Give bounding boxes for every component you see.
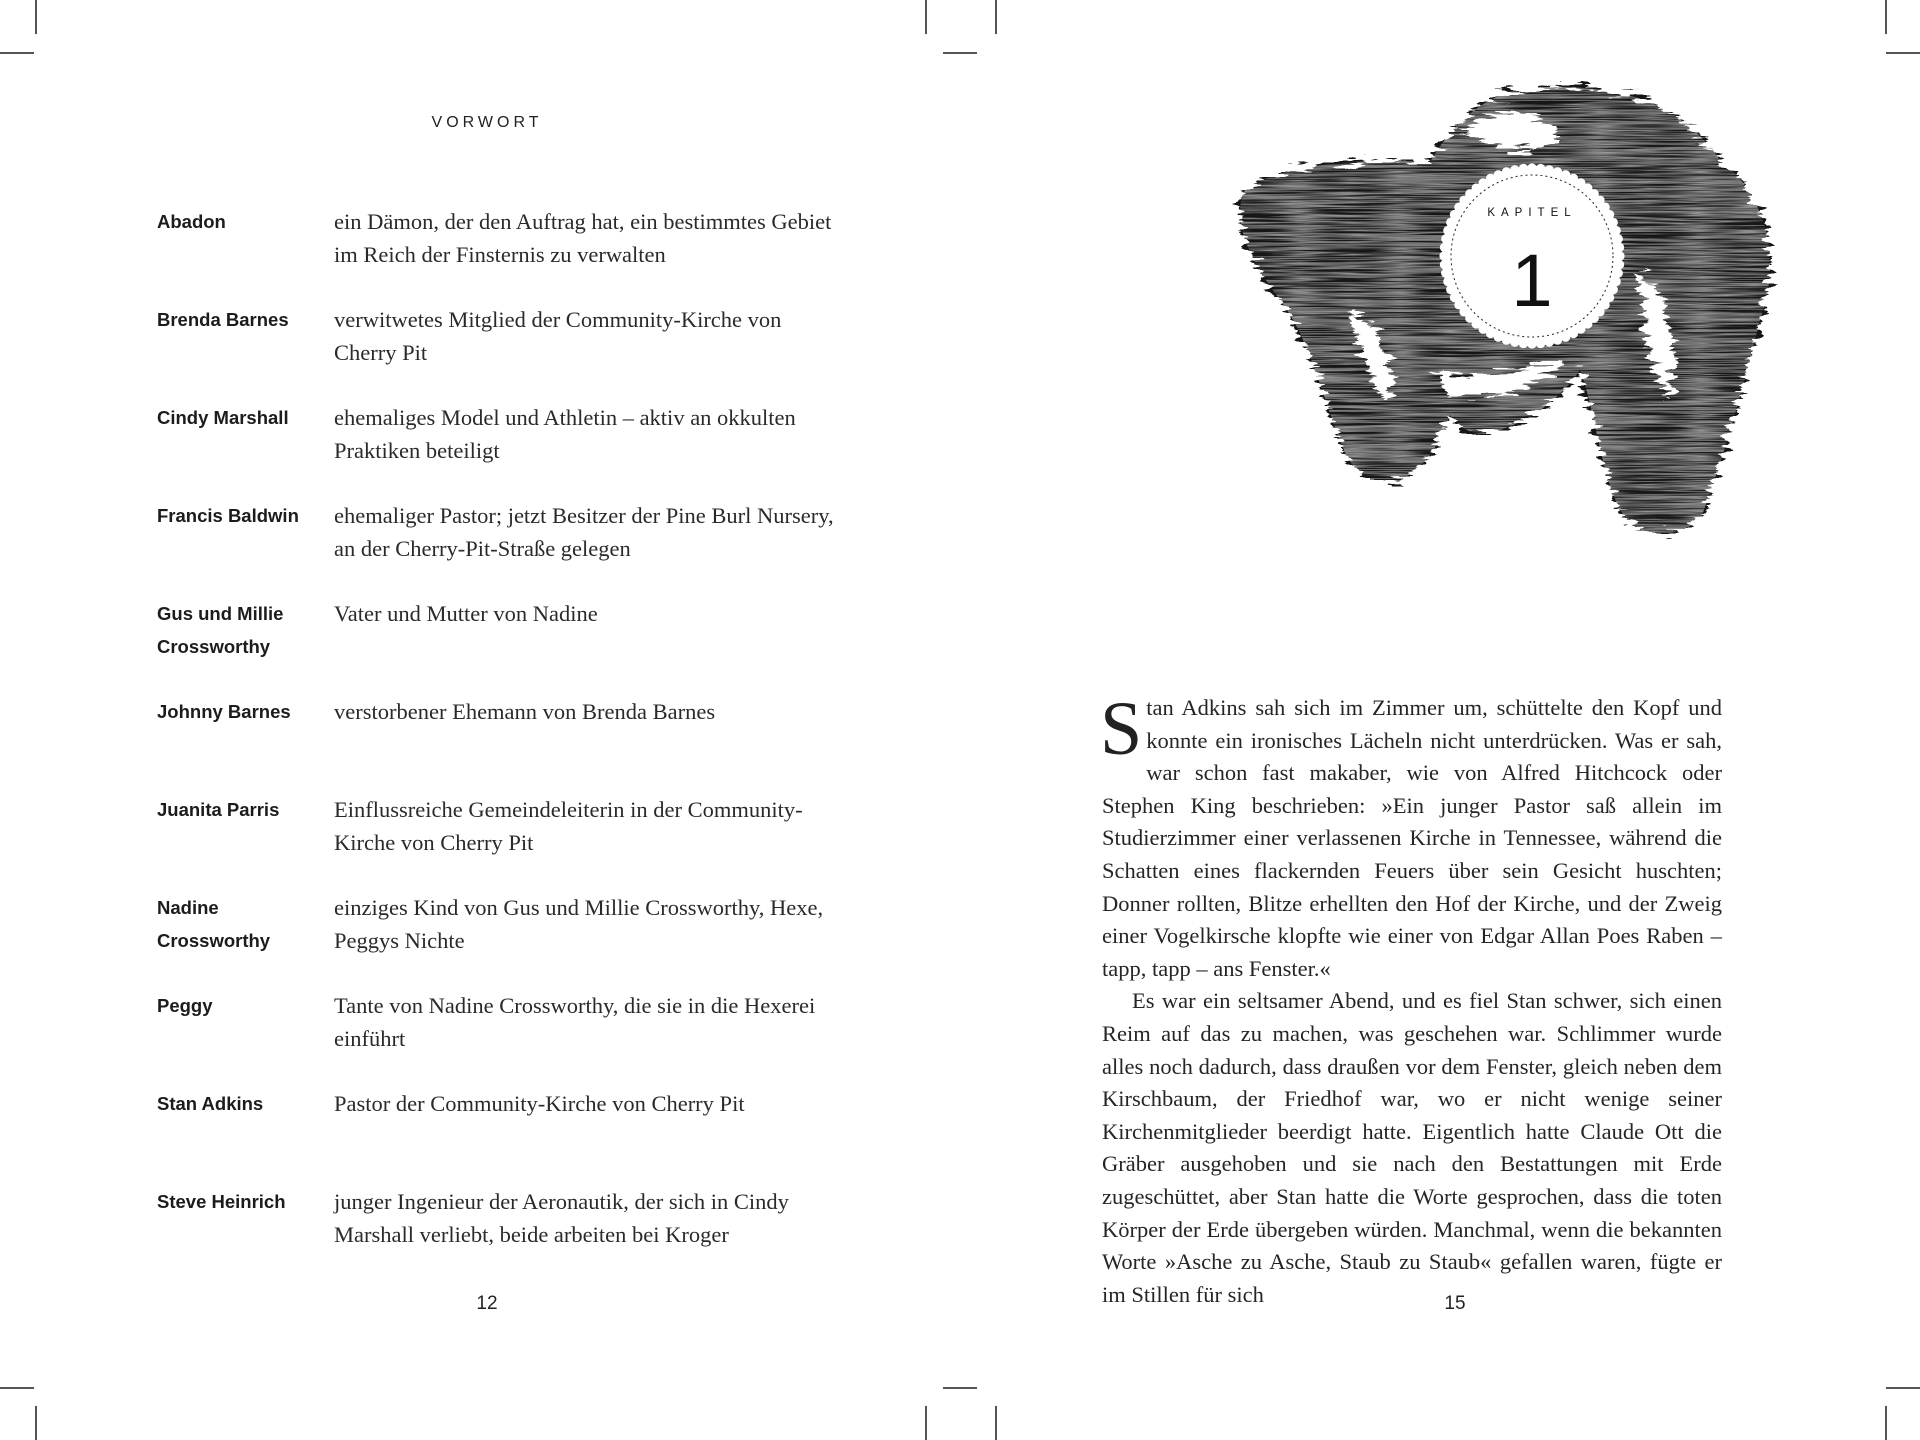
- cast-name: Nadine Crossworthy: [157, 897, 271, 951]
- cast-list: [157, 205, 837, 1283]
- cast-description: junger Ingenieur der Aeronautik, der sich in Cindy Marshall verliebt, beide arbeiten bei Kroger: [334, 1189, 789, 1247]
- cast-entry: [157, 1087, 837, 1153]
- cast-description: ein Dämon, der den Auftrag hat, ein bestimmtes Gebiet im Reich der Finsternis zu verwalten: [334, 209, 832, 267]
- cast-name: Stan Adkins: [157, 1093, 264, 1114]
- right-page: [960, 0, 1920, 1440]
- cast-entry: [157, 891, 837, 957]
- cast-description: Tante von Nadine Crossworthy, die sie in die Hexerei einführt: [334, 993, 816, 1051]
- cast-entry: [157, 303, 837, 369]
- chapter-illustration: [1200, 70, 1800, 570]
- paragraph: [1100, 687, 1722, 985]
- cast-entry: [157, 1185, 837, 1251]
- cast-name: Johnny Barnes: [157, 701, 291, 722]
- cast-description: ehemaliges Model und Athletin – aktiv an okkulten Praktiken beteiligt: [334, 405, 796, 463]
- cast-name: Francis Baldwin: [157, 505, 299, 526]
- page-number-left: 12: [476, 1293, 498, 1314]
- cast-name: Peggy: [157, 995, 213, 1016]
- cast-entry: [157, 695, 837, 761]
- cast-name: Juanita Parris: [157, 799, 280, 820]
- cast-entry: [157, 597, 837, 663]
- cast-entry: [157, 499, 837, 565]
- drop-cap: S: [1100, 687, 1143, 771]
- cast-description: Pastor der Community-Kirche von Cherry Pit: [334, 1091, 745, 1116]
- cast-name: Brenda Barnes: [157, 309, 289, 330]
- chapter-body-text: [1100, 687, 1722, 1311]
- cast-name: Steve Heinrich: [157, 1191, 286, 1212]
- cast-description: verwitwetes Mitglied der Community-Kirche von Cherry Pit: [334, 307, 782, 365]
- running-head: VORWORT: [431, 114, 543, 131]
- cast-description: ehemaliger Pastor; jetzt Besitzer der Pine Burl Nursery, an der Cherry-Pit-Straße gelegen: [334, 503, 834, 561]
- cast-entry: [157, 793, 837, 859]
- cast-description: Einflussreiche Gemeindeleiterin in der Community-Kirche von Cherry Pit: [334, 797, 803, 855]
- cast-entry: [157, 401, 837, 467]
- chapter-badge: [1439, 163, 1624, 348]
- cast-name: Gus und Millie Crossworthy: [157, 603, 284, 657]
- page-number-right: 15: [1444, 1293, 1466, 1314]
- cast-description: Vater und Mutter von Nadine: [334, 601, 598, 626]
- chapter-number: 1: [1511, 239, 1553, 322]
- cast-name: Abadon: [157, 211, 226, 232]
- cast-entry: [157, 205, 837, 271]
- chapter-label: KAPITEL: [1487, 207, 1577, 219]
- cast-name: Cindy Marshall: [157, 407, 289, 428]
- paragraph-text: tan Adkins sah sich im Zimmer um, schüttelte den Kopf und konnte ein ironisches Lächeln nicht unterdrücken. Was er sah, war schon fast makaber, wie von Alfred Hitchcock oder Stephen King beschrieben: »Ein junger Pastor saß allein im Studierzimmer einer verlassenen Kirche in Tennessee, während die Schatten eines flackernden Feuers über sein Gesicht huschten; Donner rollten, Blitze erhellten den Hof der Kirche, und der Zweig einer Vogelkirsche klopfte wie einer von Edgar Allan Poes Raben – tapp, tapp – ans Fenster.«: [1102, 695, 1722, 981]
- cast-description: verstorbener Ehemann von Brenda Barnes: [334, 699, 716, 724]
- cast-description: einziges Kind von Gus und Millie Crossworthy, Hexe, Peggys Nichte: [334, 895, 824, 953]
- cast-entry: [157, 989, 837, 1055]
- paragraph: Es war ein seltsamer Abend, und es fiel Stan schwer, sich einen Reim auf das zu machen, was geschehen war. Schlimmer wurde alles noch dadurch, dass draußen vor dem Fenster, gleich neben dem Kirschbaum, der Friedhof war, wo er nicht wenige seiner Kirchenmitglieder beerdigt hatte. Eigentlich hatte Claude Ott die Gräber ausgehoben und sie nach den Bestattungen mit Erde zugeschüttet, aber Stan hatte die Worte gesprochen, dass die toten Körper der Erde übergeben würden. Manchmal, wenn die bekannten Worte »Asche zu Asche, Staub zu Staub« gefallen waren, fügte er im Stillen für sich: [1102, 988, 1722, 1307]
